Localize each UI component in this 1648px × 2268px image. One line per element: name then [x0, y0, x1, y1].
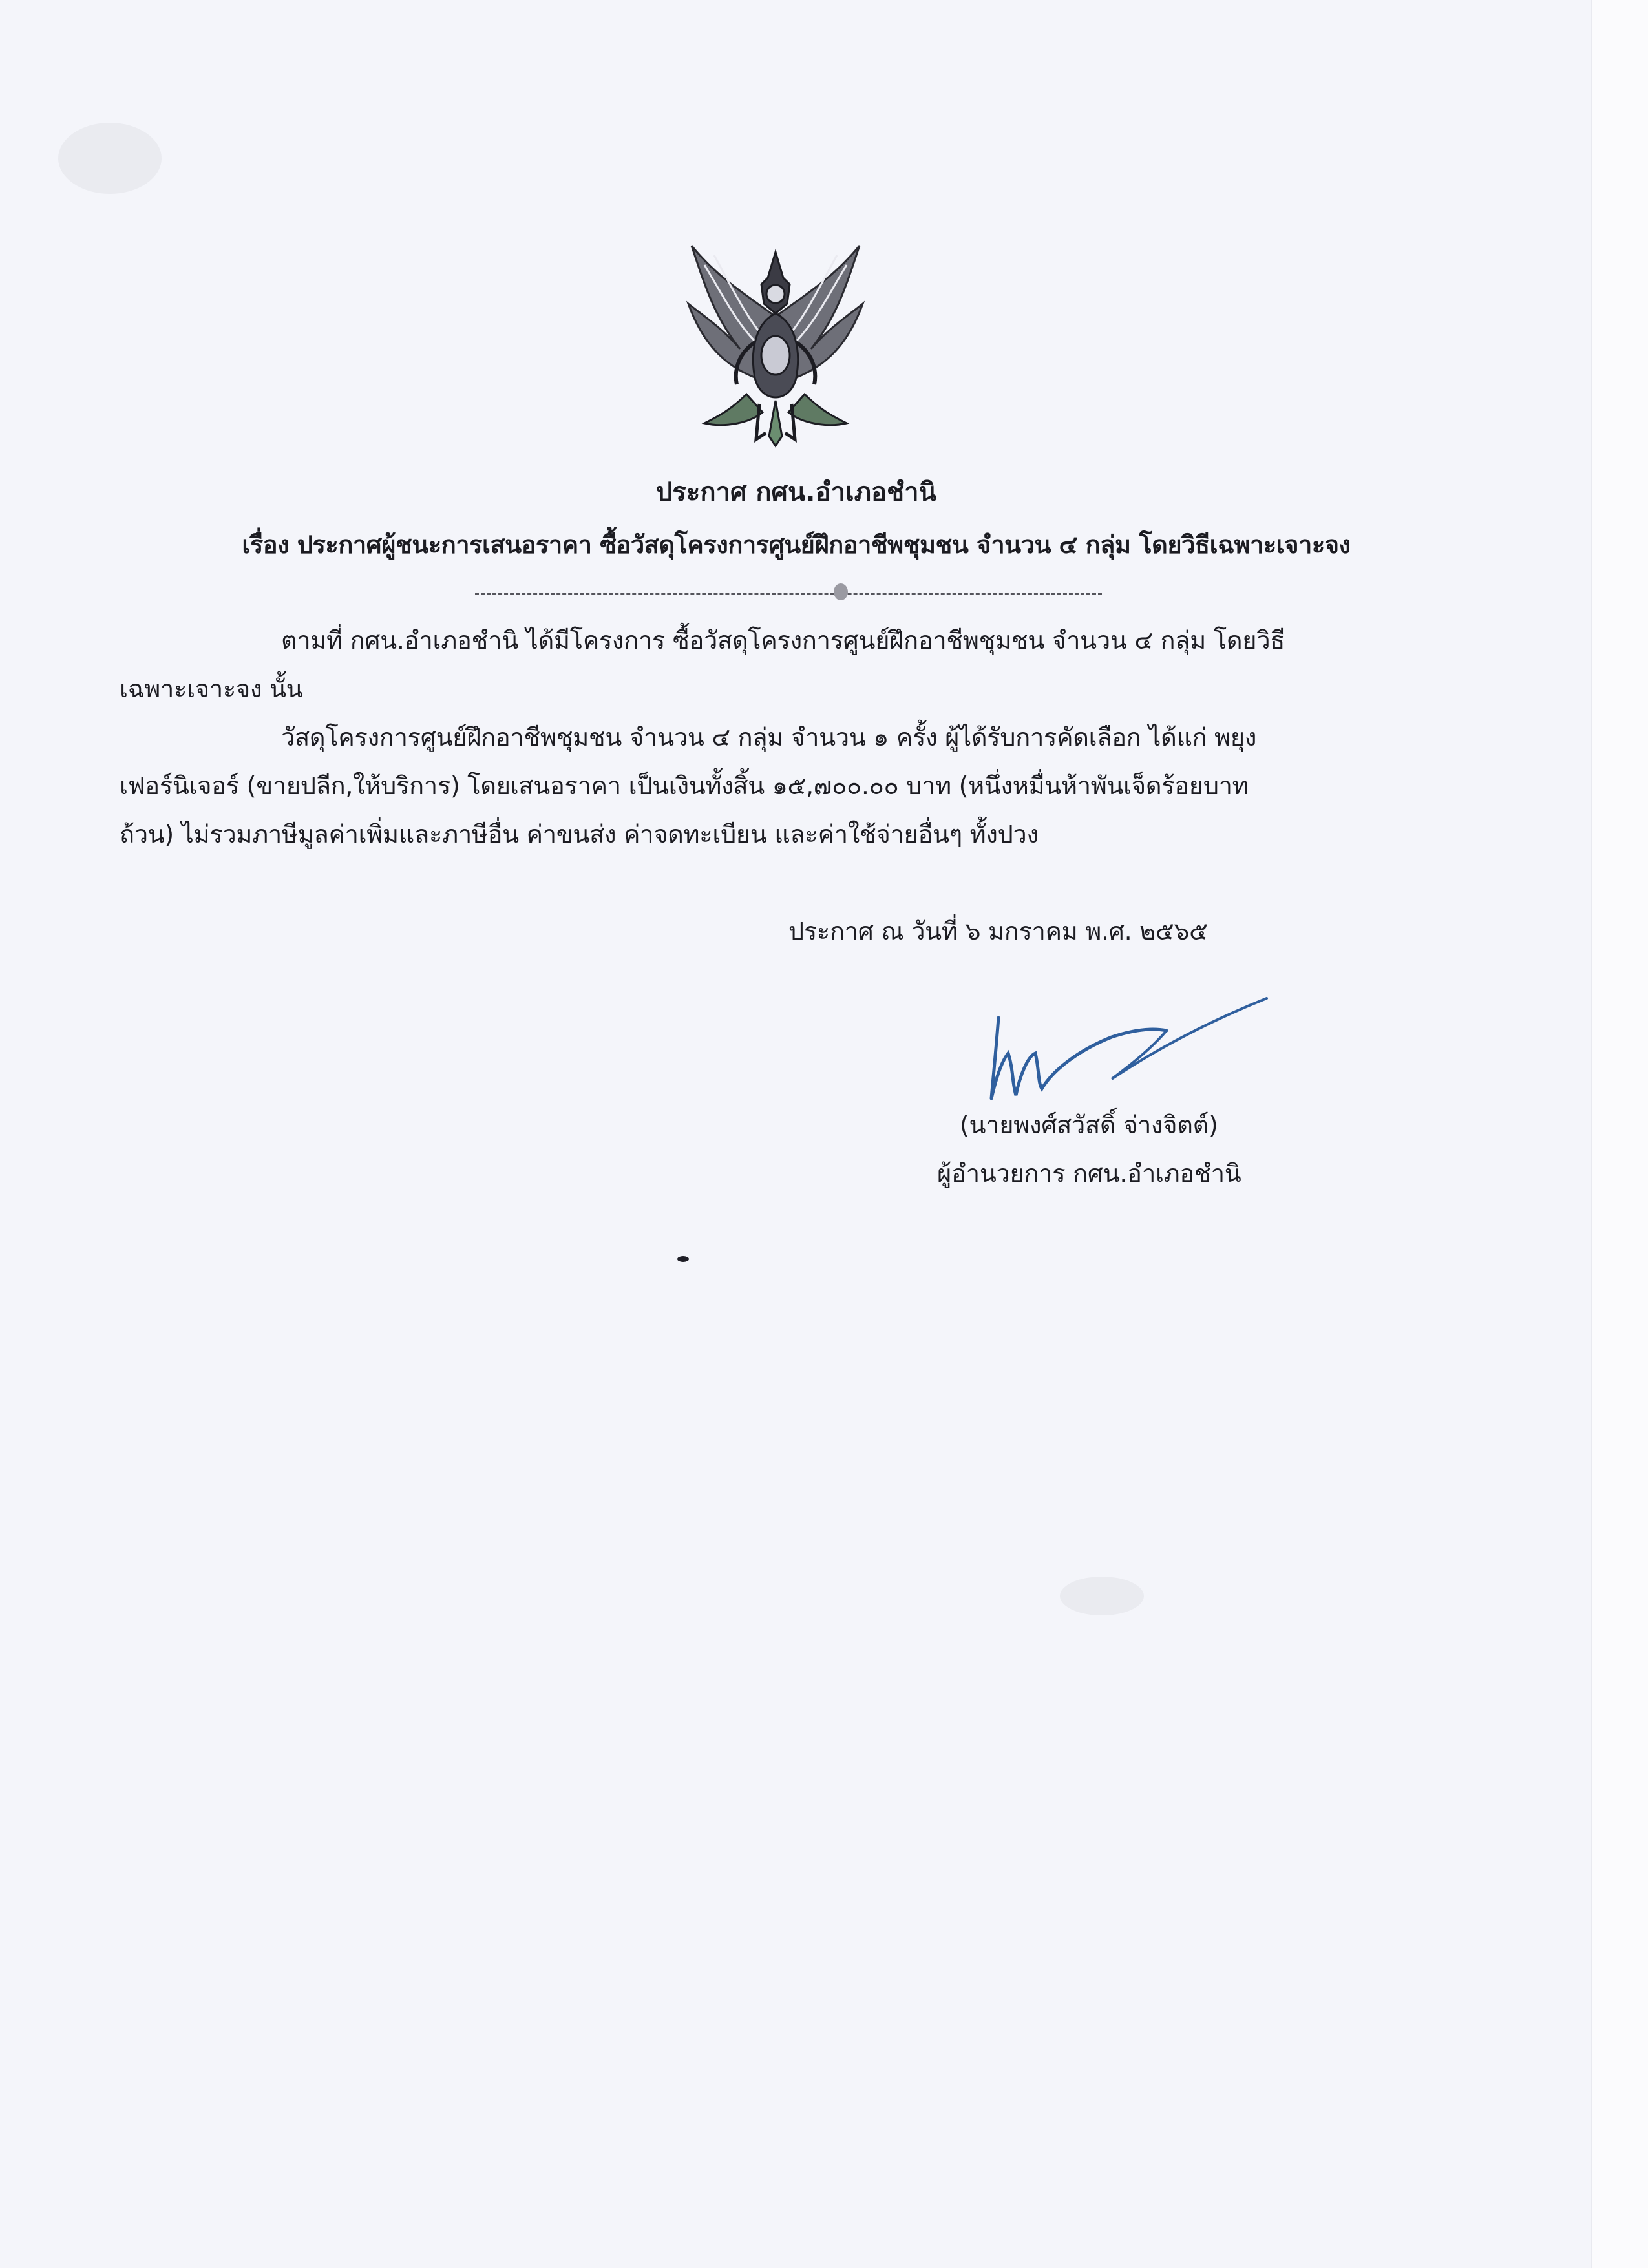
signer-position: ผู้อำนวยการ กศน.อำเภอชำนิ [937, 1159, 1241, 1188]
handwritten-signature-icon [982, 992, 1273, 1108]
paragraph-1-line-1: ตามที่ กศน.อำเภอชำนิ ได้มีโครงการ ซื้อวัสดุโครงการศูนย์ฝึกอาชีพชุมชน จำนวน ๔ กลุ่ม โดยวิธี [281, 626, 1285, 655]
ink-speck [677, 1256, 689, 1262]
divider-line [475, 593, 1102, 595]
scan-edge [1591, 0, 1648, 2268]
announcement-date: ประกาศ ณ วันที่ ๖ มกราคม พ.ศ. ๒๕๖๕ [788, 917, 1208, 945]
paragraph-2-line-2: เฟอร์นิเจอร์ (ขายปลีก,ให้บริการ) โดยเสนอราคา เป็นเงินทั้งสิ้น ๑๕,๗๐๐.๐๐ บาท (หนึ่งหมื่นห้าพันเจ็ดร้อยบาท [120, 772, 1249, 800]
signer-name: (นายพงศ์สวัสดิ์ จ่างจิตต์) [960, 1111, 1218, 1139]
announcement-title: ประกาศ กศน.อำเภอชำนิ [655, 478, 936, 507]
paragraph-1-line-2: เฉพาะเจาะจง นั้น [120, 675, 303, 703]
scan-smudge [58, 123, 162, 194]
garuda-emblem-icon [679, 239, 872, 452]
divider-mark [834, 583, 848, 600]
announcement-subject: เรื่อง ประกาศผู้ชนะการเสนอราคา ซื้อวัสดุโครงการศูนย์ฝึกอาชีพชุมชน จำนวน ๔ กลุ่ม โดยวิธีเฉพาะเจาะจง [242, 530, 1351, 559]
scan-smudge [1060, 1577, 1144, 1615]
paragraph-2-line-1: วัสดุโครงการศูนย์ฝึกอาชีพชุมชน จำนวน ๔ กลุ่ม จำนวน ๑ ครั้ง ผู้ได้รับการคัดเลือก ได้แก่ พยุง [281, 723, 1257, 751]
paragraph-2-line-3: ถ้วน) ไม่รวมภาษีมูลค่าเพิ่มและภาษีอื่น ค่าขนส่ง ค่าจดทะเบียน และค่าใช้จ่ายอื่นๆ ทั้งปวง [120, 820, 1039, 848]
